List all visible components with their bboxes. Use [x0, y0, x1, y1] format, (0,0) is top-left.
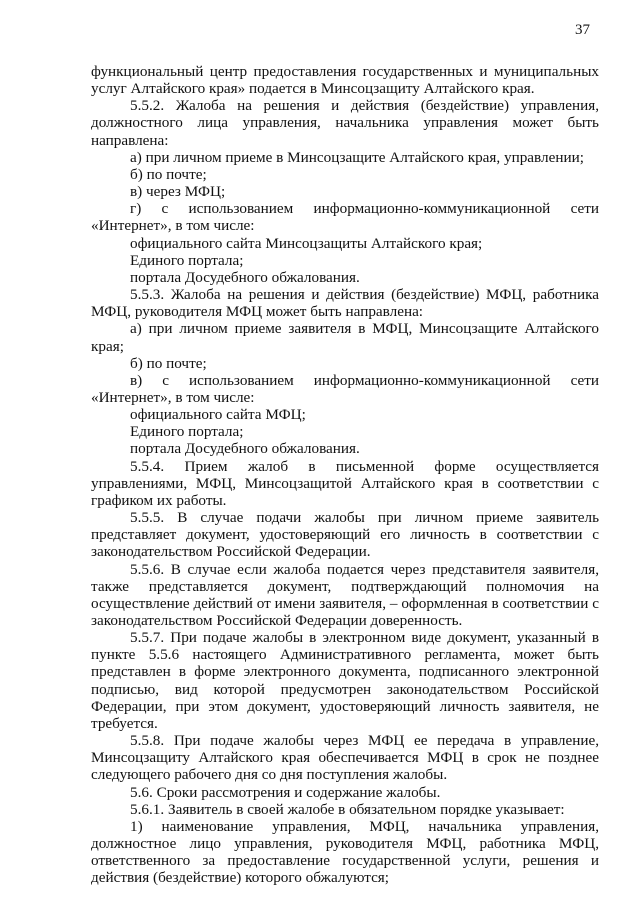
paragraph: 5.5.2. Жалоба на решения и действия (бездействие) управления, должностного лица управления, начальника управления может быть направлена:	[91, 97, 599, 149]
paragraph: в) с использованием информационно-коммуникационной сети «Интернет», в том числе:	[91, 371, 599, 406]
paragraph: 5.5.7. При подаче жалобы в электронном виде документ, указанный в пункте 5.5.6 настоящего Административного регламента, может быть представлен в форме электронного документа, подписанного электронной подписью, вид которой предусмотрен законодательством Российской Федерации, при этом документ, удостоверяющий личность заявителя, не требуется.	[91, 629, 599, 732]
paragraph: 5.5.3. Жалоба на решения и действия (бездействие) МФЦ, работника МФЦ, руководителя МФЦ может быть направлена:	[91, 286, 599, 321]
paragraph: официального сайта МФЦ;	[130, 406, 306, 424]
paragraph: 5.5.8. При подаче жалобы через МФЦ ее передача в управление, Минсоцзащиту Алтайского края обеспечивается МФЦ в срок не позднее следующего рабочего дня со дня поступления жалобы.	[91, 732, 599, 784]
paragraph: портала Досудебного обжалования.	[130, 440, 360, 458]
paragraph: а) при личном приеме заявителя в МФЦ, Минсоцзащите Алтайского края;	[91, 320, 599, 355]
document-body	[91, 63, 599, 887]
paragraph: 5.5.6. В случае если жалоба подается через представителя заявителя, также представляется документ, подтверждающий полномочия на осуществление действий от имени заявителя, – оформленная в соответствии с законодательством Российской Федерации доверенность.	[91, 560, 599, 629]
paragraph: 5.5.5. В случае подачи жалобы при личном приеме заявитель представляет документ, удостоверяющий его личность в соответствии с законодательством Российской Федерации.	[91, 509, 599, 561]
paragraph: б) по почте;	[130, 165, 207, 183]
paragraph: Единого портала;	[130, 423, 244, 441]
paragraph: г) с использованием информационно-коммуникационной сети «Интернет», в том числе:	[91, 200, 599, 235]
paragraph: б) по почте;	[130, 354, 207, 372]
paragraph: 5.6.1. Заявитель в своей жалобе в обязательном порядке указывает:	[130, 800, 565, 818]
page-number: 37	[575, 22, 590, 38]
paragraph: в) через МФЦ;	[130, 183, 226, 201]
paragraph: а) при личном приеме в Минсоцзащите Алтайского края, управлении;	[130, 148, 584, 166]
paragraph: функциональный центр предоставления государственных и муниципальных услуг Алтайского края» подается в Минсоцзащиту Алтайского края.	[91, 63, 599, 98]
paragraph: 1) наименование управления, МФЦ, начальника управления, должностное лицо управления, руководителя МФЦ, работника МФЦ, ответственного за предоставление государственной услуги, решения и действия (бездействие) которого обжалуются;	[91, 817, 599, 887]
paragraph: 5.5.4. Прием жалоб в письменной форме осуществляется управлениями, МФЦ, Минсоцзащитой Алтайского края в соответствии с графиком их работы.	[91, 457, 599, 509]
paragraph: портала Досудебного обжалования.	[130, 268, 360, 286]
paragraph: Единого портала;	[130, 251, 244, 269]
paragraph: официального сайта Минсоцзащиты Алтайского края;	[130, 234, 483, 252]
paragraph: 5.6. Сроки рассмотрения и содержание жалобы.	[130, 783, 441, 801]
